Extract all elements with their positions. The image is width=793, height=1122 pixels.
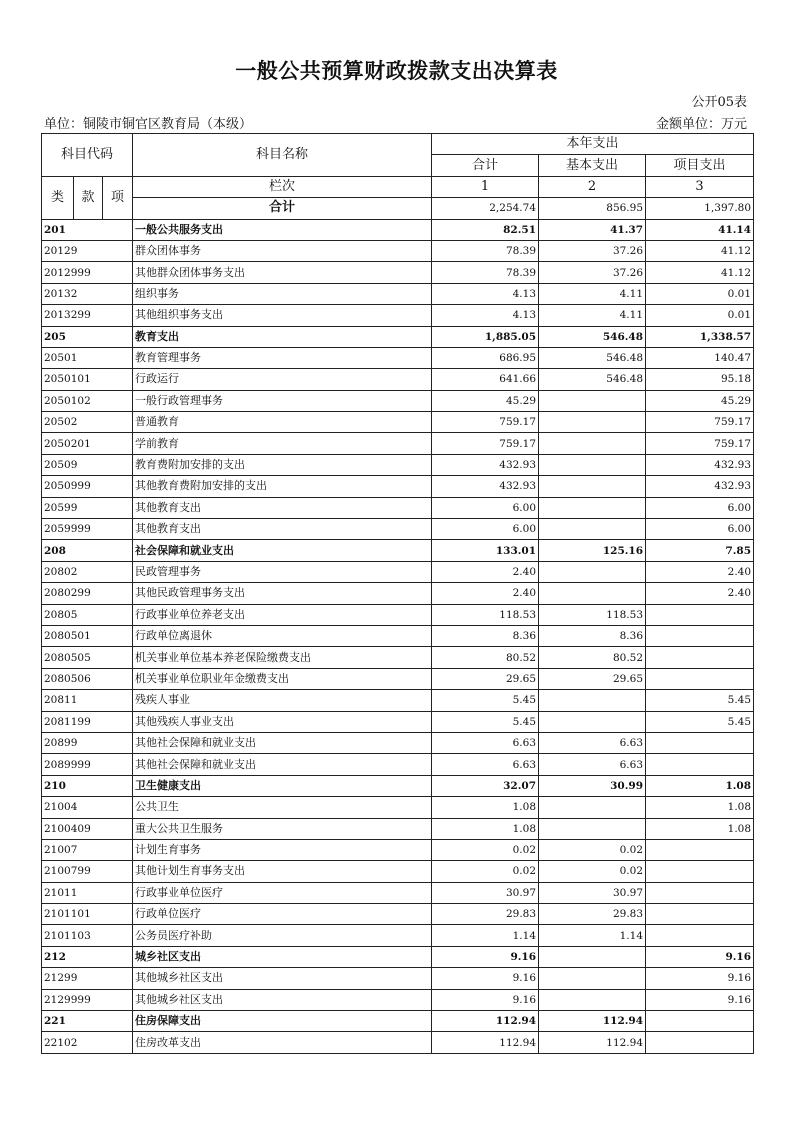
row-project: 6.00 bbox=[646, 497, 754, 518]
table-row bbox=[42, 583, 754, 604]
row-total: 432.93 bbox=[432, 454, 539, 475]
table-row bbox=[42, 305, 754, 326]
row-total: 759.17 bbox=[432, 433, 539, 454]
row-name: 行政事业单位养老支出 bbox=[133, 604, 432, 625]
header-code: 科目代码 bbox=[42, 134, 133, 177]
table-row bbox=[42, 861, 754, 882]
table-row bbox=[42, 1011, 754, 1032]
row-total: 80.52 bbox=[432, 647, 539, 668]
table-row bbox=[42, 690, 754, 711]
row-total: 112.94 bbox=[432, 1032, 539, 1053]
row-code: 21004 bbox=[42, 797, 133, 818]
header-column-no: 栏次 bbox=[133, 176, 432, 197]
row-total: 29.65 bbox=[432, 668, 539, 689]
row-basic: 546.48 bbox=[539, 369, 646, 390]
row-total: 6.63 bbox=[432, 732, 539, 753]
row-code: 2100409 bbox=[42, 818, 133, 839]
row-code: 2101103 bbox=[42, 925, 133, 946]
header-year-expense: 本年支出 bbox=[432, 134, 754, 155]
row-project bbox=[646, 839, 754, 860]
row-project: 5.45 bbox=[646, 711, 754, 732]
row-name: 住房改革支出 bbox=[133, 1032, 432, 1053]
row-code: 21011 bbox=[42, 882, 133, 903]
table-row bbox=[42, 1032, 754, 1053]
row-basic: 112.94 bbox=[539, 1011, 646, 1032]
row-total: 0.02 bbox=[432, 861, 539, 882]
row-name: 住房保障支出 bbox=[133, 1011, 432, 1032]
row-code: 2050999 bbox=[42, 476, 133, 497]
row-basic bbox=[539, 818, 646, 839]
row-total: 32.07 bbox=[432, 775, 539, 796]
row-code: 20132 bbox=[42, 283, 133, 304]
table-row bbox=[42, 561, 754, 582]
row-basic bbox=[539, 433, 646, 454]
row-code: 2080299 bbox=[42, 583, 133, 604]
row-name: 其他城乡社区支出 bbox=[133, 968, 432, 989]
row-total: 118.53 bbox=[432, 604, 539, 625]
row-name: 教育支出 bbox=[133, 326, 432, 347]
row-name: 行政单位医疗 bbox=[133, 904, 432, 925]
row-project: 9.16 bbox=[646, 946, 754, 967]
row-total: 6.00 bbox=[432, 519, 539, 540]
row-name: 城乡社区支出 bbox=[133, 946, 432, 967]
row-project bbox=[646, 1032, 754, 1053]
table-row bbox=[42, 326, 754, 347]
row-name: 行政运行 bbox=[133, 369, 432, 390]
header-row bbox=[42, 134, 754, 155]
row-basic: 125.16 bbox=[539, 540, 646, 561]
row-name: 其他社会保障和就业支出 bbox=[133, 732, 432, 753]
unit-label: 单位：铜陵市铜官区教育局（本级） bbox=[44, 117, 253, 132]
row-total: 5.45 bbox=[432, 711, 539, 732]
row-total: 759.17 bbox=[432, 412, 539, 433]
row-name: 公务员医疗补助 bbox=[133, 925, 432, 946]
row-code: 2100799 bbox=[42, 861, 133, 882]
row-project: 1.08 bbox=[646, 818, 754, 839]
row-basic bbox=[539, 390, 646, 411]
row-project: 432.93 bbox=[646, 454, 754, 475]
table-row bbox=[42, 946, 754, 967]
money-unit-label: 金额单位：万元 bbox=[655, 117, 747, 132]
header-col1: 1 bbox=[432, 176, 539, 197]
row-name: 普通教育 bbox=[133, 412, 432, 433]
row-basic: 30.99 bbox=[539, 775, 646, 796]
row-basic bbox=[539, 797, 646, 818]
row-basic: 29.65 bbox=[539, 668, 646, 689]
row-name: 重大公共卫生服务 bbox=[133, 818, 432, 839]
row-name: 群众团体事务 bbox=[133, 240, 432, 261]
row-name: 其他组织事务支出 bbox=[133, 305, 432, 326]
grand-total-project: 1,397.80 bbox=[646, 198, 754, 219]
row-total: 1,885.05 bbox=[432, 326, 539, 347]
row-basic: 29.83 bbox=[539, 904, 646, 925]
row-basic: 118.53 bbox=[539, 604, 646, 625]
row-code: 2080505 bbox=[42, 647, 133, 668]
table-row bbox=[42, 904, 754, 925]
row-project bbox=[646, 925, 754, 946]
row-project: 0.01 bbox=[646, 283, 754, 304]
header-lei: 类 bbox=[42, 176, 74, 219]
row-project bbox=[646, 732, 754, 753]
row-basic: 546.48 bbox=[539, 326, 646, 347]
row-project bbox=[646, 754, 754, 775]
row-name: 机关事业单位职业年金缴费支出 bbox=[133, 668, 432, 689]
row-code: 2050101 bbox=[42, 369, 133, 390]
table-row bbox=[42, 454, 754, 475]
row-total: 1.08 bbox=[432, 797, 539, 818]
row-code: 2101101 bbox=[42, 904, 133, 925]
row-code: 2013299 bbox=[42, 305, 133, 326]
table-row bbox=[42, 711, 754, 732]
row-name: 残疾人事业 bbox=[133, 690, 432, 711]
table-row bbox=[42, 732, 754, 753]
table-row bbox=[42, 390, 754, 411]
row-project: 759.17 bbox=[646, 433, 754, 454]
row-code: 2081199 bbox=[42, 711, 133, 732]
header-row bbox=[42, 176, 754, 197]
row-name: 卫生健康支出 bbox=[133, 775, 432, 796]
row-total: 2.40 bbox=[432, 583, 539, 604]
row-code: 20129 bbox=[42, 240, 133, 261]
row-basic: 4.11 bbox=[539, 305, 646, 326]
row-total: 4.13 bbox=[432, 305, 539, 326]
page-title: 一般公共预算财政拨款支出决算表 bbox=[235, 59, 558, 83]
row-basic bbox=[539, 476, 646, 497]
header-xiang: 项 bbox=[103, 176, 133, 219]
row-name: 其他残疾人事业支出 bbox=[133, 711, 432, 732]
row-name: 社会保障和就业支出 bbox=[133, 540, 432, 561]
row-project bbox=[646, 625, 754, 646]
row-project bbox=[646, 861, 754, 882]
row-name: 行政单位离退休 bbox=[133, 625, 432, 646]
row-project: 759.17 bbox=[646, 412, 754, 433]
table-row bbox=[42, 968, 754, 989]
header-col3: 3 bbox=[646, 176, 754, 197]
row-basic bbox=[539, 583, 646, 604]
row-name: 教育管理事务 bbox=[133, 347, 432, 368]
row-total: 112.94 bbox=[432, 1011, 539, 1032]
row-project: 1.08 bbox=[646, 797, 754, 818]
table-row bbox=[42, 347, 754, 368]
row-total: 9.16 bbox=[432, 989, 539, 1010]
row-code: 208 bbox=[42, 540, 133, 561]
row-basic: 0.02 bbox=[539, 861, 646, 882]
row-project: 140.47 bbox=[646, 347, 754, 368]
row-basic bbox=[539, 968, 646, 989]
row-basic: 1.14 bbox=[539, 925, 646, 946]
row-total: 9.16 bbox=[432, 968, 539, 989]
row-basic bbox=[539, 454, 646, 475]
table-row bbox=[42, 754, 754, 775]
row-basic bbox=[539, 690, 646, 711]
row-code: 20802 bbox=[42, 561, 133, 582]
row-total: 9.16 bbox=[432, 946, 539, 967]
row-code: 2050102 bbox=[42, 390, 133, 411]
row-total: 686.95 bbox=[432, 347, 539, 368]
table-row bbox=[42, 412, 754, 433]
row-basic: 4.11 bbox=[539, 283, 646, 304]
row-code: 21007 bbox=[42, 839, 133, 860]
row-project: 7.85 bbox=[646, 540, 754, 561]
table-row bbox=[42, 818, 754, 839]
row-code: 20502 bbox=[42, 412, 133, 433]
row-name: 其他计划生育事务支出 bbox=[133, 861, 432, 882]
row-total: 82.51 bbox=[432, 219, 539, 240]
row-total: 133.01 bbox=[432, 540, 539, 561]
table-row bbox=[42, 433, 754, 454]
row-name: 行政事业单位医疗 bbox=[133, 882, 432, 903]
row-name: 其他民政管理事务支出 bbox=[133, 583, 432, 604]
row-project: 9.16 bbox=[646, 968, 754, 989]
row-code: 201 bbox=[42, 219, 133, 240]
table-row bbox=[42, 625, 754, 646]
table-row bbox=[42, 219, 754, 240]
table-row bbox=[42, 476, 754, 497]
row-basic bbox=[539, 519, 646, 540]
row-basic: 546.48 bbox=[539, 347, 646, 368]
row-basic: 41.37 bbox=[539, 219, 646, 240]
row-project: 432.93 bbox=[646, 476, 754, 497]
row-basic: 80.52 bbox=[539, 647, 646, 668]
table-row bbox=[42, 989, 754, 1010]
table-row bbox=[42, 925, 754, 946]
row-basic bbox=[539, 497, 646, 518]
row-total: 4.13 bbox=[432, 283, 539, 304]
row-total: 78.39 bbox=[432, 240, 539, 261]
row-code: 2012999 bbox=[42, 262, 133, 283]
row-basic: 6.63 bbox=[539, 732, 646, 753]
row-name: 机关事业单位基本养老保险缴费支出 bbox=[133, 647, 432, 668]
row-name: 一般公共服务支出 bbox=[133, 219, 432, 240]
row-name: 计划生育事务 bbox=[133, 839, 432, 860]
row-project: 45.29 bbox=[646, 390, 754, 411]
row-total: 45.29 bbox=[432, 390, 539, 411]
header-kuan: 款 bbox=[74, 176, 103, 219]
row-name: 学前教育 bbox=[133, 433, 432, 454]
header-basic: 基本支出 bbox=[539, 155, 646, 176]
row-name: 教育费附加安排的支出 bbox=[133, 454, 432, 475]
table-row bbox=[42, 668, 754, 689]
row-project: 1.08 bbox=[646, 775, 754, 796]
row-project bbox=[646, 904, 754, 925]
row-basic bbox=[539, 561, 646, 582]
table-row bbox=[42, 369, 754, 390]
table-row bbox=[42, 540, 754, 561]
row-code: 22102 bbox=[42, 1032, 133, 1053]
row-total: 1.08 bbox=[432, 818, 539, 839]
row-code: 2080506 bbox=[42, 668, 133, 689]
table-row bbox=[42, 283, 754, 304]
row-code: 221 bbox=[42, 1011, 133, 1032]
row-name: 民政管理事务 bbox=[133, 561, 432, 582]
table-row bbox=[42, 240, 754, 261]
table-row bbox=[42, 647, 754, 668]
row-basic: 37.26 bbox=[539, 262, 646, 283]
header-project: 项目支出 bbox=[646, 155, 754, 176]
row-project: 41.14 bbox=[646, 219, 754, 240]
row-total: 6.63 bbox=[432, 754, 539, 775]
expenditure-table bbox=[41, 133, 754, 1054]
table-row bbox=[42, 839, 754, 860]
row-project bbox=[646, 668, 754, 689]
row-basic: 6.63 bbox=[539, 754, 646, 775]
table-row bbox=[42, 604, 754, 625]
row-project: 41.12 bbox=[646, 262, 754, 283]
table-row bbox=[42, 262, 754, 283]
row-name: 其他教育支出 bbox=[133, 497, 432, 518]
row-name: 其他群众团体事务支出 bbox=[133, 262, 432, 283]
row-basic bbox=[539, 946, 646, 967]
row-basic: 30.97 bbox=[539, 882, 646, 903]
row-code: 20805 bbox=[42, 604, 133, 625]
row-project: 95.18 bbox=[646, 369, 754, 390]
row-code: 21299 bbox=[42, 968, 133, 989]
row-basic: 112.94 bbox=[539, 1032, 646, 1053]
table-row bbox=[42, 882, 754, 903]
row-total: 432.93 bbox=[432, 476, 539, 497]
row-basic bbox=[539, 412, 646, 433]
grand-total-basic: 856.95 bbox=[539, 198, 646, 219]
row-total: 1.14 bbox=[432, 925, 539, 946]
row-code: 2059999 bbox=[42, 519, 133, 540]
row-name: 一般行政管理事务 bbox=[133, 390, 432, 411]
row-basic bbox=[539, 989, 646, 1010]
row-project: 1,338.57 bbox=[646, 326, 754, 347]
row-project: 6.00 bbox=[646, 519, 754, 540]
row-code: 20509 bbox=[42, 454, 133, 475]
row-total: 0.02 bbox=[432, 839, 539, 860]
row-name: 其他社会保障和就业支出 bbox=[133, 754, 432, 775]
row-total: 6.00 bbox=[432, 497, 539, 518]
row-basic bbox=[539, 711, 646, 732]
row-project bbox=[646, 647, 754, 668]
table-row bbox=[42, 775, 754, 796]
row-code: 205 bbox=[42, 326, 133, 347]
grand-total-row bbox=[42, 198, 754, 219]
row-project: 2.40 bbox=[646, 583, 754, 604]
row-basic: 8.36 bbox=[539, 625, 646, 646]
row-project bbox=[646, 604, 754, 625]
row-code: 20899 bbox=[42, 732, 133, 753]
row-code: 2129999 bbox=[42, 989, 133, 1010]
row-total: 2.40 bbox=[432, 561, 539, 582]
row-total: 641.66 bbox=[432, 369, 539, 390]
row-project bbox=[646, 882, 754, 903]
row-code: 2089999 bbox=[42, 754, 133, 775]
header-col2: 2 bbox=[539, 176, 646, 197]
form-number: 公开05表 bbox=[691, 95, 747, 110]
row-code: 210 bbox=[42, 775, 133, 796]
row-project: 41.12 bbox=[646, 240, 754, 261]
row-basic: 0.02 bbox=[539, 839, 646, 860]
row-total: 78.39 bbox=[432, 262, 539, 283]
grand-total-label: 合计 bbox=[133, 198, 432, 219]
row-code: 20599 bbox=[42, 497, 133, 518]
header-name: 科目名称 bbox=[133, 134, 432, 177]
row-code: 212 bbox=[42, 946, 133, 967]
row-name: 组织事务 bbox=[133, 283, 432, 304]
row-project: 2.40 bbox=[646, 561, 754, 582]
row-project: 9.16 bbox=[646, 989, 754, 1010]
row-total: 5.45 bbox=[432, 690, 539, 711]
table-row bbox=[42, 797, 754, 818]
row-code: 2050201 bbox=[42, 433, 133, 454]
row-name: 其他教育费附加安排的支出 bbox=[133, 476, 432, 497]
row-code: 2080501 bbox=[42, 625, 133, 646]
header-total: 合计 bbox=[432, 155, 539, 176]
row-basic: 37.26 bbox=[539, 240, 646, 261]
table-row bbox=[42, 497, 754, 518]
row-project: 0.01 bbox=[646, 305, 754, 326]
row-total: 30.97 bbox=[432, 882, 539, 903]
row-project: 5.45 bbox=[646, 690, 754, 711]
row-name: 其他教育支出 bbox=[133, 519, 432, 540]
row-total: 8.36 bbox=[432, 625, 539, 646]
row-project bbox=[646, 1011, 754, 1032]
row-code: 20501 bbox=[42, 347, 133, 368]
row-name: 其他城乡社区支出 bbox=[133, 989, 432, 1010]
row-name: 公共卫生 bbox=[133, 797, 432, 818]
grand-total-total: 2,254.74 bbox=[432, 198, 539, 219]
row-code: 20811 bbox=[42, 690, 133, 711]
row-total: 29.83 bbox=[432, 904, 539, 925]
table-row bbox=[42, 519, 754, 540]
